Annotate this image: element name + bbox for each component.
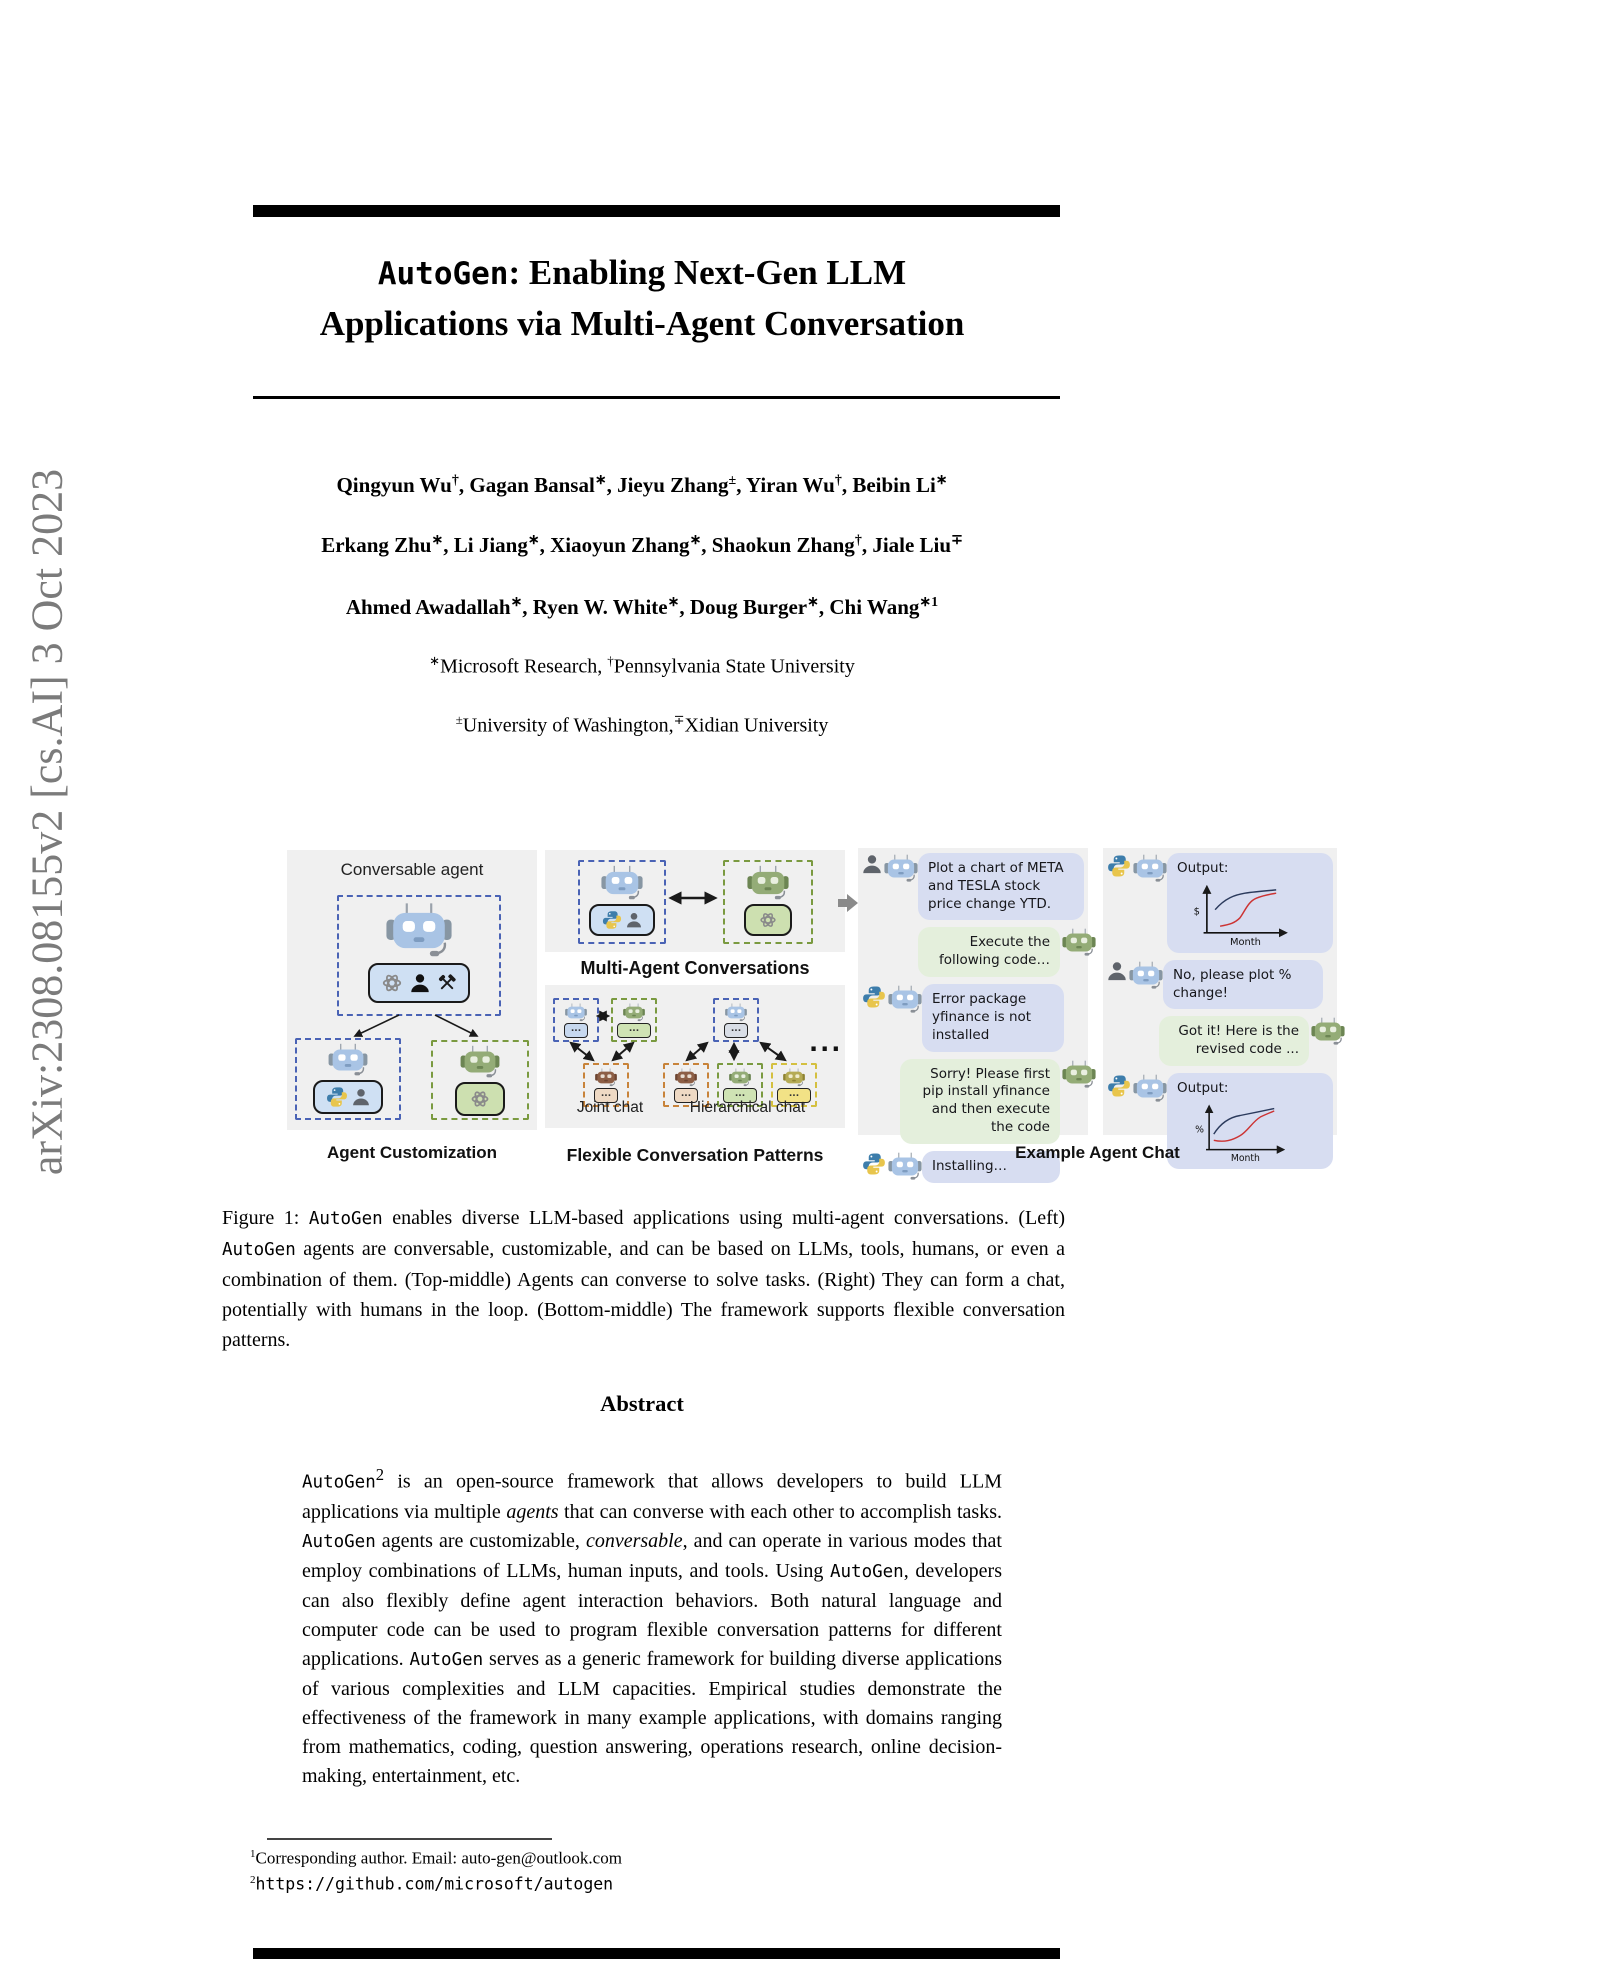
author-mark: ∗ (935, 473, 948, 488)
author-mark: † (834, 473, 842, 488)
affiliation-line-1 (222, 653, 1062, 679)
title-code-word: AutoGen (377, 256, 509, 292)
python-icon (1107, 854, 1131, 878)
agent-pill: ... (723, 1088, 757, 1103)
author-name: Ryen W. White (532, 595, 668, 619)
abstract-italic: agents (506, 1500, 559, 1523)
customized-agent-box-green (431, 1040, 529, 1120)
author-sep: , (458, 473, 470, 497)
chart-ylabel: % (1195, 1124, 1205, 1136)
footnote-text: Corresponding author. Email: auto-gen@outlook.com (255, 1848, 622, 1868)
author-sep: , (841, 473, 853, 497)
caption-code-word: AutoGen (222, 1240, 296, 1260)
author-name: Jieyu Zhang (617, 473, 729, 497)
agent-pill: ... (594, 1088, 618, 1103)
abstract-heading: Abstract (600, 1391, 684, 1416)
user-icon (862, 854, 882, 874)
chat-column-left (858, 848, 1088, 1174)
agent-pill: ... (564, 1023, 588, 1038)
author-mark: ∗ (510, 595, 523, 610)
assistant-robot-icon (1311, 1017, 1345, 1046)
abstract-text: is an open-source framework that allows developers to build LLM applications via multiple (302, 1470, 1002, 1523)
abstract-code-word: AutoGen (829, 1561, 904, 1582)
chat-bubble: Installing… (922, 1151, 1060, 1183)
agent-pill: ... (777, 1088, 811, 1103)
author-name: Xiaoyun Zhang (550, 533, 690, 557)
chat-bubble: Execute the following code… (918, 927, 1060, 977)
chart-xlabel: Month (1230, 1153, 1260, 1162)
author-name: Li Jiang (453, 533, 528, 557)
affil-mark: ± (455, 712, 463, 727)
affil-text: Microsoft Research, (440, 655, 608, 678)
more-patterns-ellipsis: ... (809, 1029, 843, 1057)
agent-pill: ... (674, 1088, 698, 1103)
conversation-patterns-panel (545, 985, 845, 1128)
joint-chat-label: Joint chat (576, 1099, 644, 1116)
chat-message (1107, 960, 1333, 1010)
paper-title (222, 248, 1062, 348)
affil-text: University of Washington, (462, 714, 674, 737)
author-sep: , (861, 533, 873, 557)
author-name: Shaokun Zhang (711, 533, 855, 557)
author-sep: , (606, 473, 618, 497)
assistant-robot-icon (884, 854, 918, 883)
author-mark: ∗1 (919, 595, 939, 610)
author-name: Qingyun Wu (336, 473, 452, 497)
author-sep: , (522, 595, 533, 619)
affil-mark: ∗ (429, 653, 441, 668)
abstract-code-word: AutoGen (302, 1531, 376, 1552)
figure-1-caption (222, 1203, 1065, 1355)
assistant-robot-icon (1129, 961, 1163, 990)
openai-icon (758, 910, 778, 930)
author-name: Yiran Wu (745, 473, 835, 497)
author-mark: † (451, 473, 459, 488)
assistant-robot-icon (1133, 854, 1167, 883)
abstract-text: , developers can also flexibly define agent interaction behaviors. Both natural language and computer code can be used to program flexible conversation patterns for different applications. (302, 1559, 1002, 1670)
affil-text: Pennsylvania State University (613, 655, 855, 678)
multi-agent-caption: Multi-Agent Conversations (580, 958, 810, 978)
next-page-rule (253, 1948, 1060, 1959)
agent-box-green (723, 860, 813, 944)
openai-icon (469, 1088, 491, 1110)
footnote-rule (267, 1838, 552, 1840)
abstract-text: that can converse with each other to accomplish tasks. (558, 1500, 1002, 1523)
abstract-italic: conversable (585, 1529, 683, 1552)
author-name: Jiale Liu (872, 533, 952, 557)
user-icon (1107, 961, 1127, 981)
affiliation-line-2 (222, 712, 1062, 738)
chat-bubble: Sorry! Please first pip install yfinance and then execute the code (900, 1059, 1060, 1144)
title-rule-thin (253, 396, 1060, 399)
caption-text: enables diverse LLM-based applications using multi-agent conversations. (Left) (382, 1207, 1065, 1229)
assistant-robot-icon (1062, 928, 1096, 957)
left-panel-caption: Agent Customization (327, 1143, 497, 1162)
author-name: Gagan Bansal (469, 473, 595, 497)
author-mark: ∗ (689, 533, 702, 548)
affil-text: Xidian University (684, 714, 829, 737)
caption-text: agents are conversable, customizable, and can be based on LLMs, tools, humans, or even a combination of them. (Top-middle) Agents can converse to solve tasks. (Right) They can form a chat, potentially with humans in the loop. (Bottom-middle) The framework supports flexible conversation patterns. (222, 1238, 1065, 1351)
author-name: Beibin Li (852, 473, 936, 497)
chart-xlabel: Month (1229, 936, 1261, 946)
abstract-text: , and can operate in various modes that employ combinations of LLMs, human inputs, and tools. Using (302, 1529, 1002, 1582)
author-mark: ∗ (807, 595, 819, 610)
author-line-1 (222, 472, 1062, 498)
assistant-robot-icon (888, 985, 922, 1014)
human-icon (352, 1088, 370, 1106)
assistant-robot-icon (1062, 1060, 1096, 1089)
robot-icon (747, 865, 789, 901)
agent-backend-pill (744, 904, 792, 936)
author-sep: , (818, 595, 830, 619)
footnote-ref: 2 (375, 1465, 385, 1484)
author-name: Doug Burger (689, 595, 808, 619)
chat-column-right (1103, 848, 1337, 1162)
python-icon (326, 1086, 348, 1108)
author-sep: , (679, 595, 690, 619)
caption-code-word: AutoGen (308, 1209, 383, 1229)
multi-agent-panel (545, 850, 845, 952)
flow-arrow-icon (838, 893, 860, 913)
python-icon (1107, 1074, 1131, 1098)
author-mark: ∗ (527, 533, 540, 548)
author-line-2 (222, 532, 1062, 558)
footnote-mark: 2 (250, 1874, 256, 1886)
agent-pill: ... (724, 1023, 748, 1038)
patterns-caption: Flexible Conversation Patterns (566, 1145, 824, 1165)
chart-ylabel: $ (1193, 906, 1200, 918)
footnote-2 (250, 1874, 1070, 1895)
author-sep: , (701, 533, 712, 557)
chat-bubble: Error package yfinance is not installed (922, 984, 1064, 1051)
affil-mark: † (607, 653, 614, 668)
chat-bubble: No, please plot % change! (1163, 960, 1323, 1010)
agent-pill: ... (617, 1023, 651, 1038)
github-link[interactable]: https://github.com/microsoft/autogen (255, 1874, 614, 1894)
agent-backend-pill (313, 1080, 383, 1114)
assistant-robot-icon (1133, 1074, 1167, 1103)
author-line-3 (222, 594, 1062, 620)
header-rule-thick (253, 205, 1060, 217)
affil-mark: ∓ (673, 712, 685, 727)
author-mark: † (854, 533, 862, 548)
abstract-text: serves as a generic framework for building diverse applications of various complexities and LLM capacities. Empirical studies demonstrate the effectiveness of the framework in many example applications, with domains ranging from mathematics, coding, question answering, operations research, online decision-making, entertainment, etc. (302, 1647, 1003, 1787)
author-sep: , (539, 533, 551, 557)
author-mark: ± (728, 473, 737, 488)
author-mark: ∗ (594, 473, 607, 488)
abstract-body (302, 1460, 1002, 1791)
chat-bubble (1167, 853, 1333, 953)
author-mark: ∗ (667, 595, 680, 610)
abstract-code-word: AutoGen (409, 1649, 484, 1670)
chat-message (862, 1059, 1084, 1144)
customized-agent-box-blue (295, 1038, 401, 1120)
author-name: Ahmed Awadallah (345, 595, 511, 619)
footnote-mark: 1 (250, 1848, 256, 1860)
footnote-1 (250, 1848, 1070, 1869)
output-label: Output: (1177, 1080, 1229, 1097)
arxiv-stamp: arXiv:2308.08155v2 [cs.AI] 3 Oct 2023 (22, 468, 72, 1176)
chat-message (862, 927, 1084, 977)
author-name: Chi Wang (829, 595, 920, 619)
abstract-text: agents are customizable, (375, 1529, 586, 1552)
chat-message (1107, 1016, 1333, 1066)
python-icon (862, 985, 886, 1009)
output-label: Output: (1177, 860, 1229, 876)
chat-message (1107, 853, 1333, 953)
title-line2: Applications via Multi-Agent Conversation (319, 304, 965, 343)
title-line1-rest: : Enabling Next-Gen LLM (508, 253, 907, 292)
chat-message (862, 853, 1084, 920)
stock-price-chart (1179, 880, 1309, 946)
agent-customization-panel (287, 850, 537, 1130)
chat-bubble: Plot a chart of META and TESLA stock price change YTD. (918, 853, 1084, 920)
example-chat-caption: Example Agent Chat (1015, 1143, 1180, 1162)
caption-text: Figure 1: (222, 1207, 309, 1229)
chat-message (862, 984, 1084, 1051)
author-sep: , (443, 533, 454, 557)
author-mark: ∓ (951, 533, 963, 548)
chat-bubble: Got it! Here is the revised code ... (1159, 1016, 1309, 1066)
abstract-code-word: AutoGen (302, 1472, 376, 1493)
author-sep: , (736, 473, 746, 497)
conversable-agent-title: Conversable agent (340, 860, 484, 879)
author-name: Erkang Zhu (321, 533, 432, 557)
robot-icon (460, 1045, 500, 1079)
robot-icon (328, 1043, 368, 1077)
hierarchical-chat-label: Hierarchical chat (689, 1099, 806, 1116)
agent-backend-pill (455, 1082, 505, 1116)
author-mark: ∗ (431, 533, 444, 548)
